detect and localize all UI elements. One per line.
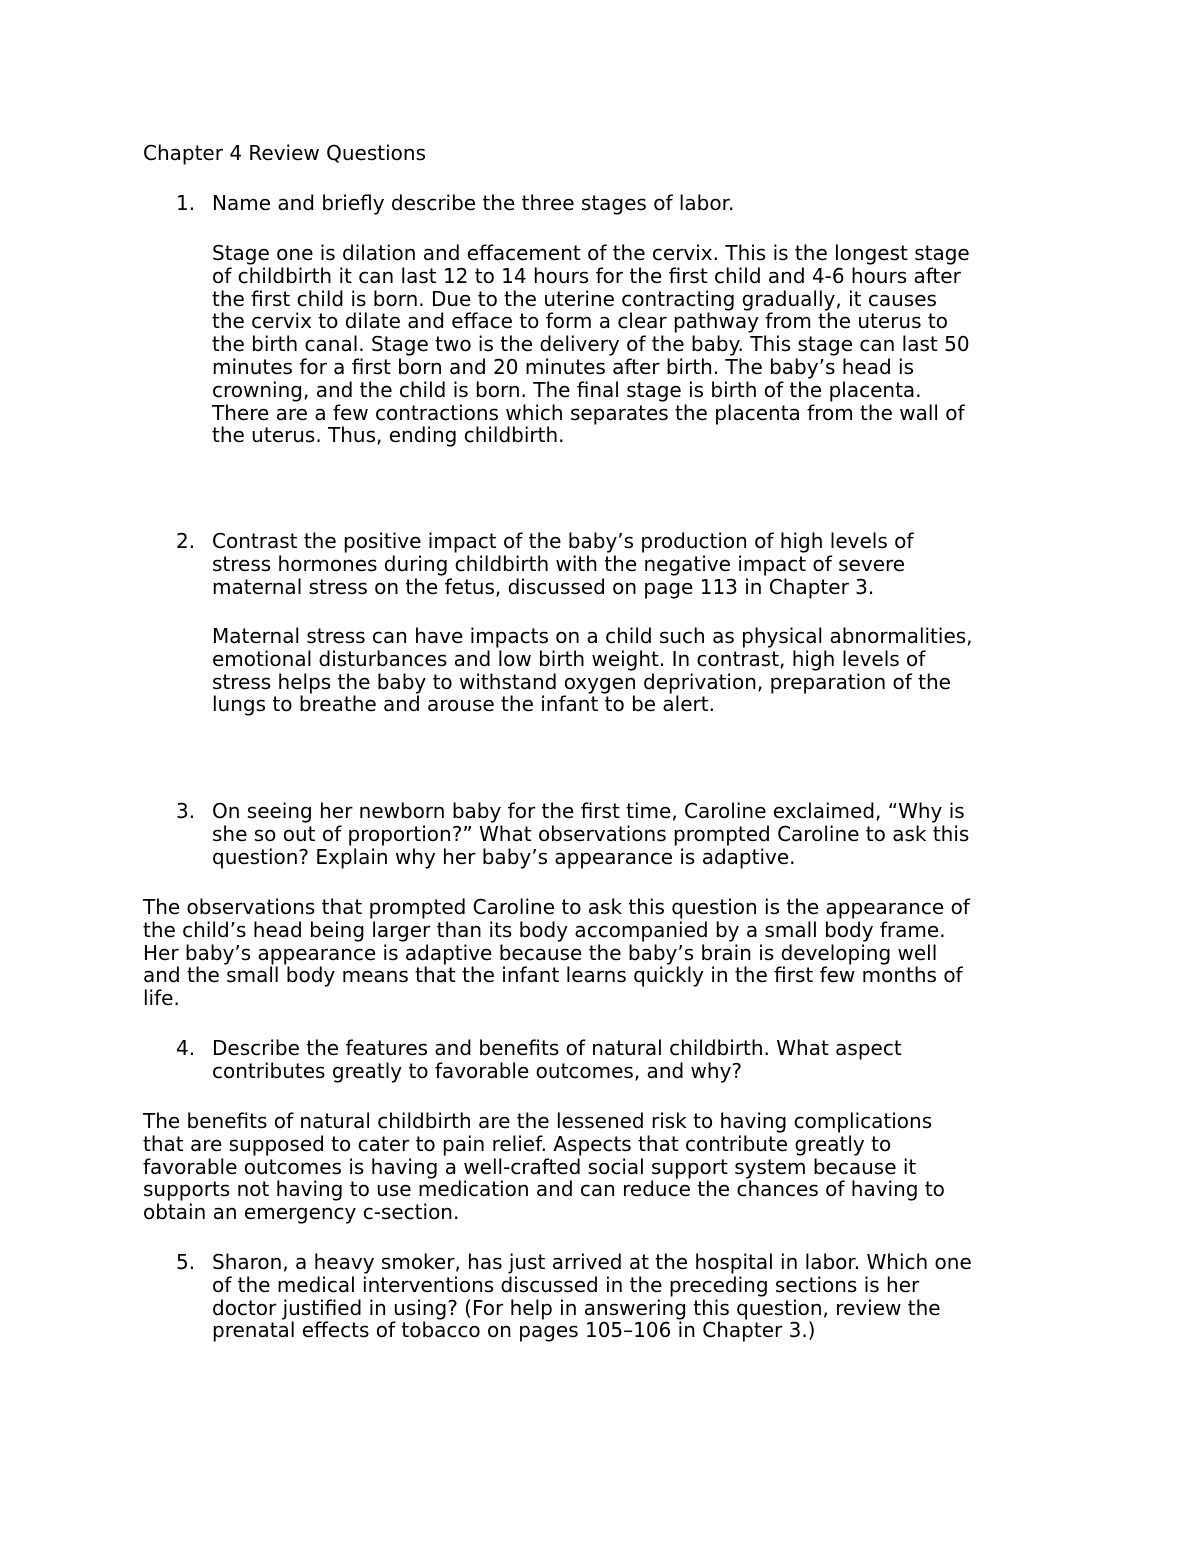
question-line: stress hormones during childbirth with the negative impact of severe xyxy=(212,551,906,576)
answer-1 xyxy=(212,242,1092,447)
question-number: 3. xyxy=(176,799,196,823)
question-line: prenatal effects of tobacco on pages 105–106 in Chapter 3.) xyxy=(212,1318,816,1343)
answer-4 xyxy=(143,1110,1093,1224)
answer-line: life. xyxy=(143,986,180,1011)
question-number: 5. xyxy=(176,1250,196,1274)
question-number: 2. xyxy=(176,529,196,553)
answer-line: favorable outcomes is having a well-crafted social support system because it xyxy=(143,1154,917,1179)
question-2 xyxy=(143,530,1083,598)
answer-3 xyxy=(143,896,1093,1010)
question-line: question? Explain why her baby’s appearance is adaptive. xyxy=(212,844,796,869)
answer-line: the uterus. Thus, ending childbirth. xyxy=(212,423,565,448)
question-text xyxy=(212,530,1083,598)
answer-line: the first child is born. Due to the uterine contracting gradually, it causes xyxy=(212,286,937,311)
question-line: she so out of proportion?” What observations prompted Caroline to ask this xyxy=(212,821,970,846)
question-line: On seeing her newborn baby for the first time, Caroline exclaimed, “Why is xyxy=(212,799,965,823)
answer-line: that are supposed to cater to pain relief. Aspects that contribute greatly to xyxy=(143,1131,892,1156)
page-title: Chapter 4 Review Questions xyxy=(143,141,426,165)
question-number: 4. xyxy=(176,1036,196,1060)
question-text xyxy=(212,1037,1083,1083)
answer-line: the cervix to dilate and efface to form a clear pathway from the uterus to xyxy=(212,309,948,334)
question-line: of the medical interventions discussed in the preceding sections is her xyxy=(212,1272,920,1297)
answer-line: supports not having to use medication and can reduce the chances of having to xyxy=(143,1177,945,1202)
answer-line: the child’s head being larger than its body accompanied by a small body frame. xyxy=(143,917,946,942)
question-line: Name and briefly describe the three stages of labor. xyxy=(212,191,735,215)
question-line: Contrast the positive impact of the baby’s production of high levels of xyxy=(212,529,914,553)
question-line: Describe the features and benefits of natural childbirth. What aspect xyxy=(212,1036,902,1060)
question-line: contributes greatly to favorable outcomes, and why? xyxy=(212,1058,743,1083)
question-line: doctor justified in using? (For help in answering this question, review the xyxy=(212,1295,941,1320)
question-text xyxy=(212,800,1083,868)
question-4 xyxy=(143,1037,1083,1083)
answer-2 xyxy=(212,625,1092,716)
question-1 xyxy=(143,192,1083,215)
question-3 xyxy=(143,800,1083,868)
answer-line: The observations that prompted Caroline to ask this question is the appearance of xyxy=(143,895,970,919)
answer-line: minutes for a first born and 20 minutes after birth. The baby’s head is xyxy=(212,354,914,379)
answer-line: Maternal stress can have impacts on a child such as physical abnormalities, xyxy=(212,624,973,648)
answer-line: stress helps the baby to withstand oxygen deprivation, preparation of the xyxy=(212,669,951,694)
question-text xyxy=(212,192,1083,215)
question-number: 1. xyxy=(176,191,196,215)
answer-line: lungs to breathe and arouse the infant to be alert. xyxy=(212,692,715,717)
answer-line: obtain an emergency c-section. xyxy=(143,1200,460,1225)
answer-line: Stage one is dilation and effacement of the cervix. This is the longest stage xyxy=(212,241,970,265)
answer-line: emotional disturbances and low birth weight. In contrast, high levels of xyxy=(212,646,926,671)
question-line: Sharon, a heavy smoker, has just arrived at the hospital in labor. Which one xyxy=(212,1250,972,1274)
question-text xyxy=(212,1251,1083,1342)
answer-line: There are a few contractions which separates the placenta from the wall of xyxy=(212,400,965,425)
answer-line: crowning, and the child is born. The final stage is birth of the placenta. xyxy=(212,377,922,402)
answer-line: and the small body means that the infant learns quickly in the first few months of xyxy=(143,963,963,988)
answer-line: the birth canal. Stage two is the delivery of the baby. This stage can last 50 xyxy=(212,332,970,357)
question-5 xyxy=(143,1251,1083,1342)
question-line: maternal stress on the fetus, discussed on page 113 in Chapter 3. xyxy=(212,574,875,599)
answer-line: Her baby’s appearance is adaptive because the baby’s brain is developing well xyxy=(143,940,938,965)
answer-line: of childbirth it can last 12 to 14 hours for the first child and 4-6 hours after xyxy=(212,263,961,288)
answer-line: The benefits of natural childbirth are the lessened risk to having complications xyxy=(143,1109,933,1133)
